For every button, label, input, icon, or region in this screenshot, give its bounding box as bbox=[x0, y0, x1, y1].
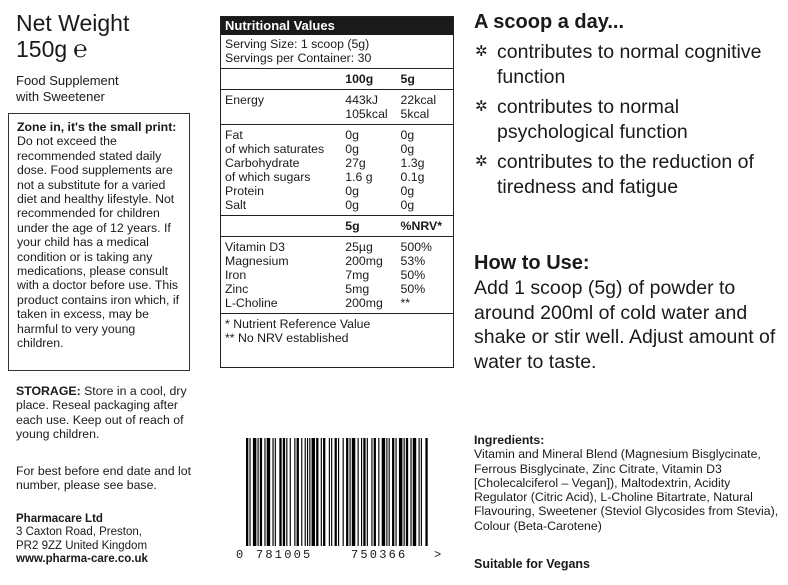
cell: 0g bbox=[400, 198, 415, 212]
barcode-bar bbox=[267, 438, 270, 546]
net-weight-label: Net Weight bbox=[16, 10, 130, 36]
storage-info bbox=[16, 384, 198, 442]
cell: 53% bbox=[400, 254, 426, 268]
table-row bbox=[221, 282, 453, 296]
barcode-bar bbox=[316, 438, 318, 546]
table-row bbox=[221, 128, 453, 142]
barcode-bar bbox=[378, 438, 379, 546]
cell: Energy bbox=[225, 93, 264, 107]
list-item bbox=[474, 40, 784, 89]
storage-text: Store in a cool, dry place. Reseal packaging after each use. Keep out of reach of young children. bbox=[16, 384, 187, 442]
table-row bbox=[221, 156, 453, 170]
barcode-bar bbox=[352, 438, 355, 546]
barcode-bar bbox=[323, 438, 325, 546]
serving-info bbox=[221, 35, 453, 65]
cell: 7mg bbox=[345, 268, 370, 282]
barcode-right-digits: 750366 bbox=[351, 548, 408, 562]
net-weight-number: 150g bbox=[16, 36, 68, 62]
cell: Vitamin D3 bbox=[225, 240, 285, 254]
warning-text: Do not exceed the recommended stated daily dose. Food supplements are not a substitute for a varied diet and healthy lifestyle. Not recommended for children under the age of 12 years. If your child has a medical condition or is taking any medications, please consult with a doctor before use. This product contains iron which, if taken in excess, may be harmful to very young children. bbox=[17, 134, 179, 351]
cell: 50% bbox=[400, 282, 426, 296]
cell: Protein bbox=[225, 184, 264, 198]
barcode-bar bbox=[331, 438, 332, 546]
sun-icon: ✲ bbox=[475, 153, 488, 170]
benefit-text: contributes to normal psychological function bbox=[497, 96, 688, 143]
cell: 443kJ bbox=[345, 93, 379, 107]
barcode-bar bbox=[413, 438, 416, 546]
barcode-end-mark: > bbox=[434, 548, 442, 562]
cell: 0g bbox=[400, 128, 415, 142]
barcode-bar bbox=[389, 438, 390, 546]
barcode-bar bbox=[406, 438, 408, 546]
ingredients-section bbox=[474, 433, 784, 533]
cell: 0g bbox=[400, 142, 415, 156]
header-cell: 5g bbox=[345, 219, 360, 233]
barcode-bar bbox=[335, 438, 337, 546]
sun-icon: ✲ bbox=[475, 98, 488, 115]
warning-box bbox=[8, 113, 190, 371]
cell: 0g bbox=[345, 142, 359, 156]
cell: Zinc bbox=[225, 282, 249, 296]
barcode-bar bbox=[350, 438, 351, 546]
cell: 200mg bbox=[345, 254, 383, 268]
table-row bbox=[221, 254, 453, 268]
product-subtitle bbox=[16, 73, 206, 105]
table-row bbox=[221, 240, 453, 254]
barcode-bar bbox=[249, 438, 250, 546]
how-to-use-title: How to Use: bbox=[474, 252, 590, 274]
barcode-bar bbox=[312, 438, 315, 546]
cell: Salt bbox=[225, 198, 247, 212]
benefits-section bbox=[474, 8, 784, 205]
header-cell: 5g bbox=[400, 72, 415, 86]
cell: 200mg bbox=[345, 296, 383, 310]
header-cell: %NRV* bbox=[400, 219, 442, 233]
barcode-bar bbox=[396, 438, 397, 546]
cell: 22kcal bbox=[400, 93, 437, 107]
barcode-bar bbox=[419, 438, 420, 546]
barcode-bar bbox=[264, 438, 265, 546]
barcode-bar bbox=[286, 438, 287, 546]
estimated-sign-icon: ℮ bbox=[73, 36, 88, 63]
barcode-bars bbox=[232, 436, 442, 548]
cell bbox=[225, 107, 345, 121]
nutrition-title: Nutritional Values bbox=[221, 17, 453, 35]
barcode-left-digits: 781005 bbox=[256, 548, 313, 562]
barcode-bar bbox=[329, 438, 330, 546]
header-cell bbox=[225, 219, 345, 233]
cell: L-Choline bbox=[225, 296, 278, 310]
benefit-text: contributes to the reduction of tiredness and fatigue bbox=[497, 151, 754, 198]
table-row bbox=[221, 198, 453, 212]
company-website[interactable]: www.pharma-care.co.uk bbox=[16, 553, 148, 566]
barcode-bar bbox=[290, 438, 291, 546]
footnote-nrv: * Nutrient Reference Value bbox=[225, 317, 371, 331]
cell: Magnesium bbox=[225, 254, 289, 268]
cell: Carbohydrate bbox=[225, 156, 300, 170]
cell: 0g bbox=[400, 184, 415, 198]
barcode-bar bbox=[410, 438, 411, 546]
barcode-bar bbox=[283, 438, 285, 546]
barcode-bar bbox=[305, 438, 306, 546]
servings-per-container: Servings per Container: 30 bbox=[225, 51, 372, 65]
header-cell: 100g bbox=[345, 72, 374, 86]
cell: of which saturates bbox=[225, 142, 325, 156]
nutrition-footnotes bbox=[221, 314, 453, 348]
footnote-no-nrv: ** No NRV established bbox=[225, 331, 349, 345]
table-row bbox=[221, 184, 453, 198]
barcode-bar bbox=[382, 438, 385, 546]
subtitle-line-2: with Sweetener bbox=[16, 89, 105, 104]
barcode-bar bbox=[371, 438, 372, 546]
barcode-bar bbox=[367, 438, 368, 546]
barcode-bar bbox=[246, 438, 248, 546]
table-row bbox=[221, 170, 453, 184]
cell: Fat bbox=[225, 128, 243, 142]
barcode-bar bbox=[404, 438, 405, 546]
net-weight-value bbox=[16, 36, 206, 63]
barcode-bar bbox=[343, 438, 344, 546]
cell: 50% bbox=[400, 268, 426, 282]
barcode-bar bbox=[307, 438, 308, 546]
cell: 25µg bbox=[345, 240, 373, 254]
table-row bbox=[221, 107, 453, 121]
benefits-title: A scoop a day... bbox=[474, 11, 625, 33]
cell: Iron bbox=[225, 268, 247, 282]
micros-block bbox=[221, 237, 453, 313]
barcode-bar bbox=[272, 438, 273, 546]
sun-icon: ✲ bbox=[475, 43, 488, 60]
cell: 0g bbox=[345, 128, 359, 142]
cell: of which sugars bbox=[225, 170, 311, 184]
barcode-bar bbox=[338, 438, 339, 546]
barcode-bar bbox=[279, 438, 281, 546]
product-header bbox=[16, 10, 206, 105]
barcode-bar bbox=[363, 438, 365, 546]
nutrition-table bbox=[220, 16, 454, 368]
table-row bbox=[221, 296, 453, 310]
barcode-bar bbox=[321, 438, 322, 546]
subtitle-line-1: Food Supplement bbox=[16, 73, 119, 88]
serving-size: Serving Size: 1 scoop (5g) bbox=[225, 37, 370, 51]
barcode-bar bbox=[294, 438, 295, 546]
barcode-bar bbox=[346, 438, 348, 546]
micro-header-row bbox=[221, 216, 453, 236]
barcode-bar bbox=[361, 438, 362, 546]
barcode-bar bbox=[309, 438, 310, 546]
company-address-2: PR2 9ZZ United Kingdom bbox=[16, 539, 148, 552]
table-row bbox=[221, 93, 453, 107]
barcode-bar bbox=[358, 438, 359, 546]
barcode-bar bbox=[392, 438, 394, 546]
ingredients-text: Vitamin and Mineral Blend (Magnesium Bisglycinate, Ferrous Bisglycinate, Zinc Citrate, Vitamin D3 [Cholecalciferol – Vegan]), Maltodextrin, Acidity Regulator (Citric Acid), L-Choline Bitartrate, Natural Flavouring, Sweetener (Steviol Glycosides from Stevia), Colour (Beta-Carotene) bbox=[474, 447, 779, 533]
barcode-bar bbox=[301, 438, 302, 546]
company-name: Pharmacare Ltd bbox=[16, 513, 103, 525]
cell: 1.3g bbox=[400, 156, 425, 170]
barcode-bar bbox=[275, 438, 276, 546]
nutrition-header-row bbox=[221, 69, 453, 89]
barcode-bar bbox=[386, 438, 387, 546]
cell: 0g bbox=[345, 184, 359, 198]
barcode-bar bbox=[374, 438, 376, 546]
warning-heading: Zone in, it's the small print: bbox=[17, 120, 177, 134]
header-cell bbox=[225, 72, 345, 86]
cell: 5kcal bbox=[400, 107, 430, 121]
cell: 0g bbox=[345, 198, 359, 212]
barcode-bar bbox=[258, 438, 259, 546]
table-row bbox=[221, 268, 453, 282]
barcode-lead-digit: 0 bbox=[236, 548, 244, 562]
cell: 105kcal bbox=[345, 107, 388, 121]
cell: 500% bbox=[400, 240, 432, 254]
barcode-bar bbox=[260, 438, 262, 546]
cell: 0.1g bbox=[400, 170, 425, 184]
vegan-label: Suitable for Vegans bbox=[474, 557, 591, 571]
table-row bbox=[221, 142, 453, 156]
company-info bbox=[16, 513, 206, 567]
barcode bbox=[232, 436, 442, 566]
benefit-text: contributes to normal cognitive function bbox=[497, 41, 762, 88]
cell: 27g bbox=[345, 156, 366, 170]
energy-block bbox=[221, 90, 453, 124]
barcode-bar bbox=[253, 438, 256, 546]
how-to-use-section bbox=[474, 250, 784, 374]
how-to-use-text: Add 1 scoop (5g) of powder to around 200ml of cold water and shake or stir well. Adjust amount of water to taste. bbox=[474, 277, 776, 373]
cell: 5mg bbox=[345, 282, 370, 296]
barcode-bar bbox=[399, 438, 402, 546]
barcode-bar bbox=[425, 438, 427, 546]
company-address-1: 3 Caxton Road, Preston, bbox=[16, 526, 142, 539]
ingredients-title: Ingredients: bbox=[474, 433, 545, 447]
best-before-note: For best before end date and lot number, please see base. bbox=[16, 464, 192, 493]
list-item bbox=[474, 150, 784, 199]
barcode-bar bbox=[297, 438, 299, 546]
storage-heading: STORAGE: bbox=[16, 384, 81, 398]
macros-block bbox=[221, 125, 453, 215]
cell: 1.6 g bbox=[345, 170, 373, 184]
barcode-bar bbox=[421, 438, 422, 546]
cell: ** bbox=[400, 296, 411, 310]
list-item bbox=[474, 95, 784, 144]
